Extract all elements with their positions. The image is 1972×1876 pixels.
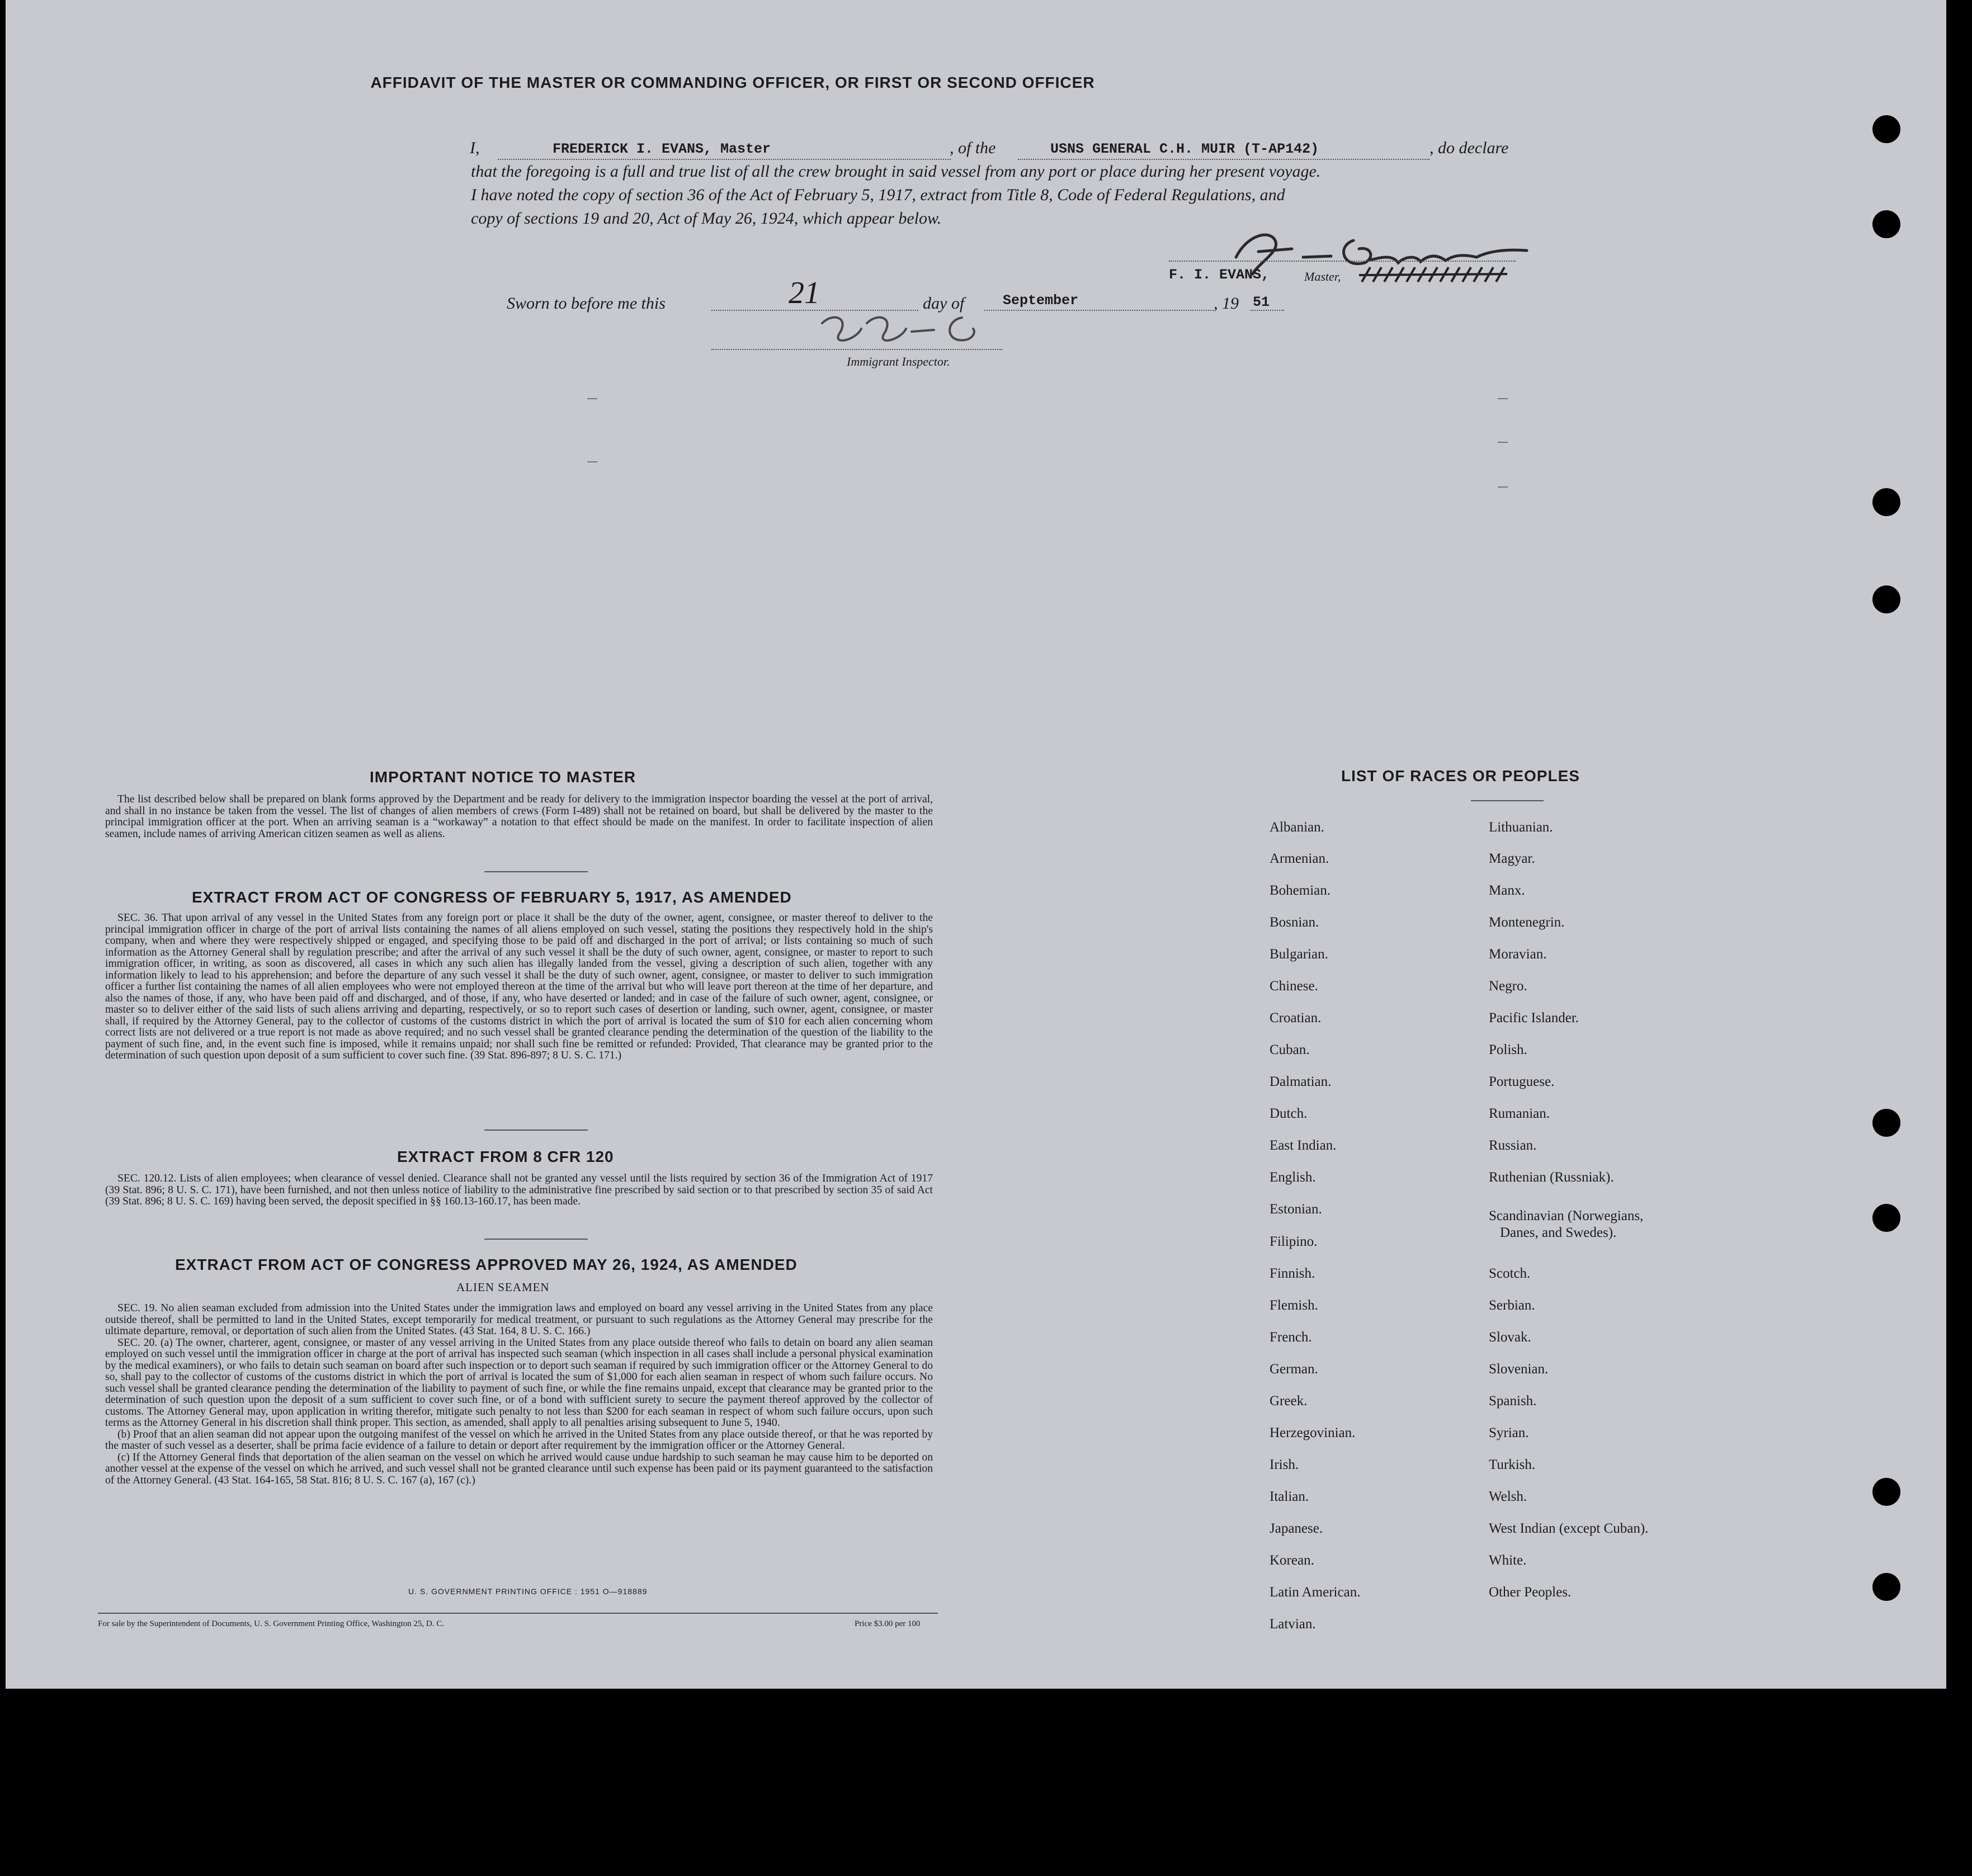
race-item: Scotch. bbox=[1489, 1266, 1531, 1281]
race-item: Latin American. bbox=[1270, 1585, 1361, 1600]
race-item: Slovak. bbox=[1489, 1330, 1531, 1345]
races-title-rule bbox=[1471, 800, 1544, 801]
notice-title: IMPORTANT NOTICE TO MASTER bbox=[370, 768, 636, 786]
extract-cfr-body bbox=[105, 1173, 933, 1208]
races-title: LIST OF RACES OR PEOPLES bbox=[1341, 767, 1580, 785]
race-item: Dutch. bbox=[1270, 1106, 1308, 1121]
extract-1924-title: EXTRACT FROM ACT OF CONGRESS APPROVED MAY 26, 1924, AS AMENDED bbox=[175, 1256, 798, 1273]
sworn-day-value: 21 bbox=[789, 276, 820, 310]
signer-typed: F. I. EVANS, bbox=[1169, 267, 1270, 283]
affidavit-line-2: that the foregoing is a full and true list of all the crew brought in said vessel from any port or place during her present voyage. bbox=[471, 162, 1321, 181]
race-item: Latvian. bbox=[1270, 1617, 1316, 1632]
race-item: Greek. bbox=[1270, 1393, 1308, 1409]
race-item: English. bbox=[1270, 1170, 1316, 1185]
race-item: Portuguese. bbox=[1489, 1074, 1555, 1089]
day-of-label: day of bbox=[923, 294, 965, 313]
race-item: Turkish. bbox=[1489, 1457, 1536, 1472]
affidavit-line-4: copy of sections 19 and 20, Act of May 26, 1924, which appear below. bbox=[471, 209, 942, 228]
race-item: Montenegrin. bbox=[1489, 915, 1565, 930]
show-through-mark bbox=[587, 461, 597, 462]
punch-hole bbox=[1872, 1573, 1900, 1601]
extract-1924-body bbox=[105, 1303, 933, 1486]
race-item: Croatian. bbox=[1270, 1010, 1322, 1026]
race-item: German. bbox=[1270, 1362, 1318, 1377]
race-item: Welsh. bbox=[1489, 1489, 1527, 1504]
extract-1924-subtitle: ALIEN SEAMEN bbox=[456, 1280, 550, 1294]
race-item: Scandinavian (Norwegians, bbox=[1489, 1208, 1644, 1223]
section-divider bbox=[484, 1130, 588, 1131]
signature-line bbox=[1169, 244, 1516, 262]
show-through-mark bbox=[1498, 486, 1508, 488]
punch-hole bbox=[1872, 210, 1900, 238]
sworn-label: Sworn to before me this bbox=[507, 294, 666, 313]
race-item: Herzegovinian. bbox=[1270, 1425, 1356, 1440]
race-item: Estonian. bbox=[1270, 1202, 1322, 1217]
race-item: East Indian. bbox=[1270, 1138, 1337, 1153]
race-item: Ruthenian (Russniak). bbox=[1489, 1170, 1614, 1185]
document-page bbox=[6, 0, 1946, 1689]
year-suffix: 51 bbox=[1253, 294, 1270, 310]
race-item: Cuban. bbox=[1270, 1042, 1310, 1057]
race-item: Other Peoples. bbox=[1489, 1585, 1572, 1600]
extract-1917-title: EXTRACT FROM ACT OF CONGRESS OF FEBRUARY 5, 1917, AS AMENDED bbox=[192, 889, 792, 906]
race-item: Italian. bbox=[1270, 1489, 1309, 1504]
gpo-imprint: U. S. GOVERNMENT PRINTING OFFICE : 1951 O—918889 bbox=[408, 1587, 648, 1596]
section-divider bbox=[484, 871, 588, 872]
race-item: Bosnian. bbox=[1270, 915, 1319, 930]
punch-hole bbox=[1872, 115, 1900, 143]
inspector-line bbox=[711, 332, 1002, 350]
do-declare-label: , do declare bbox=[1430, 139, 1509, 157]
line1-prefix: I, bbox=[470, 139, 480, 157]
signer-role: Master, bbox=[1304, 270, 1341, 283]
race-item: Polish. bbox=[1489, 1042, 1527, 1057]
affidavit-title: AFFIDAVIT OF THE MASTER OR COMMANDING OFFICER, OR FIRST OR SECOND OFFICER bbox=[370, 74, 1095, 91]
race-item: Syrian. bbox=[1489, 1425, 1529, 1440]
race-item: Lithuanian. bbox=[1489, 820, 1553, 835]
of-the-label: , of the bbox=[950, 139, 996, 157]
race-item: White. bbox=[1489, 1553, 1527, 1568]
race-item: Bohemian. bbox=[1270, 883, 1331, 898]
race-item: Magyar. bbox=[1489, 851, 1535, 866]
year-field bbox=[1251, 291, 1284, 311]
extract-1917-body bbox=[105, 913, 933, 1062]
notice-paragraph: The list described below shall be prepared on blank forms approved by the Department and be ready for delivery to the immigration inspector boarding the vessel at the port of arrival, and shall in no instance be taken from the vessel. The list of changes of alien members of crews (Form I-489) shall not be retained on board, but shall be delivered by the master to the principal immigration officer at the port. When an arriving seaman is a “workaway” a notation to that effect should be made on the manifest. In order to facilitate inspection of alien seamen, include names of arriving American citizen seamen as well as aliens. bbox=[105, 793, 933, 840]
price-notice: Price $3.00 per 100 bbox=[855, 1619, 921, 1628]
notice-body bbox=[105, 794, 933, 840]
extract-1917-paragraph: SEC. 36. That upon arrival of any vessel in the United States from any foreign port or place it shall be the duty of the owner, agent, consignee, or master thereof to deliver to the principal immigration officer in charge of the port of arrival lists containing the names of all aliens employed on such vessel, stating the positions they respectively hold in the ship's company, when and where they were respectively shipped or engaged, and specifying those to be paid off and discharged in the port of arrival; or lists containing so much of such information as the Attorney General shall by regulation prescribe; and after the arrival of any such vessel it shall be the duty of such owner, agent, consignee, or master to report to such immigration officer, in writing, as soon as discovered, all cases in which any such alien has illegally landed from the vessel, giving a description of such alien, together with any information likely to lead to his apprehension; and before the departure of any such vessel it shall be the duty of such owner, agent, consignee, or master to deliver to such immigration officer a further list containing the names of all alien employees who were not employed thereon at the time of the arrival but who will leave port thereon at the time of her departure, and also the names of those, if any, who have been paid off and discharged, and of those, if any, who have deserted or landed; and in case of the failure of such owner, agent, consignee, or master so to deliver either of the said lists of such aliens arriving and departing, respectively, or so to report such cases of desertion or landing, such owner, agent, consignee, or master shall, if required by the Attorney General, pay to the collector of customs of the customs district in which the port of arrival is located the sum of $10 for each alien concerning whom correct lists are not delivered or a true report is not made as above required; and no such vessel shall be granted clearance pending the determination of the question of the liability to the payment of such fine, and, in the event such fine is imposed, while it remains unpaid; nor shall such fine be remitted or refunded: Provided, That clearance may be granted prior to the determination of such question upon deposit of a sum sufficient to cover such fine. (39 Stat. 896-897; 8 U. S. C. 171.) bbox=[105, 912, 933, 1061]
punch-hole bbox=[1872, 1204, 1900, 1232]
year-prefix: , 19 bbox=[1214, 294, 1239, 313]
race-item: Spanish. bbox=[1489, 1393, 1537, 1409]
race-item: Chinese. bbox=[1270, 979, 1318, 994]
sworn-month-value: September bbox=[1003, 292, 1079, 309]
affidavit-line-3: I have noted the copy of section 36 of the Act of February 5, 1917, extract from Title 8, Code of Federal Regulations, and bbox=[471, 186, 1285, 204]
sec-20c-paragraph: (c) If the Attorney General finds that deportation of the alien seaman on the vessel on which he arrived would cause undue hardship to such seaman he may cause him to be deported on another vessel at the expense of the vessel on which he arrived, and such vessel shall not be granted clearance until such expense has been paid or its payment guaranteed to the satisfaction of the Attorney General. (43 Stat. 164-165, 58 Stat. 816; 8 U. S. C. 167 (a), 167 (c).) bbox=[105, 1451, 933, 1486]
race-item: French. bbox=[1270, 1330, 1312, 1345]
sec-19-paragraph: SEC. 19. No alien seaman excluded from admission into the United States under the immigration laws and employed on board any vessel arriving in the United States from any place outside thereof, shall be permitted to land in the United States, except temporarily for medical treatment, or pursuant to such regulations as the Attorney General may prescribe for the ultimate departure, removal, or deportation of such alien from the United States. (43 Stat. 164, 8 U. S. C. 166.) bbox=[105, 1302, 933, 1337]
show-through-mark bbox=[1498, 398, 1508, 399]
vessel-value: USNS GENERAL C.H. MUIR (T-AP142) bbox=[1050, 141, 1319, 157]
race-item: Negro. bbox=[1489, 979, 1527, 994]
sec-20a-paragraph: SEC. 20. (a) The owner, charterer, agent, consignee, or master of any vessel arriving in the United States from any place outside thereof who fails to detain on board any alien seaman employed on such vessel until the immigration officer in charge at the port of arrival has inspected such seaman (which inspection in all cases shall include a personal physical examination by the medical examiners), or who fails to detain such seaman on board after such inspection or to deport such seaman if required by such immigration officer or the Attorney General to do so, shall pay to the collector of customs of the customs district in which the port of arrival is located the sum of $1,000 for each alien seaman in respect of whom such failure occurs. No such vessel shall be granted clearance pending the determination of the liability to payment of such fine, or while the fine remains unpaid, except that clearance may be granted prior to the determination of such question upon the deposit of a sum sufficient to cover such fine, or of a bond with sufficient surety to secure the payment thereof approved by the collector of customs. The Attorney General may, upon application in writing therefor, mitigate such penalty to not less than $200 for each seaman in respect of whom such failure occurs, upon such terms as the Attorney General in his discretion shall think proper. This section, as amended, shall apply to all penalties arising subsequent to June 5, 1940. bbox=[105, 1336, 933, 1429]
show-through-mark bbox=[587, 398, 597, 399]
race-item: Manx. bbox=[1489, 883, 1525, 898]
inspector-label: Immigrant Inspector. bbox=[847, 355, 950, 368]
race-item: Serbian. bbox=[1489, 1298, 1535, 1313]
extract-cfr-title: EXTRACT FROM 8 CFR 120 bbox=[397, 1148, 614, 1165]
footer-rule bbox=[98, 1613, 938, 1614]
extract-cfr-paragraph: SEC. 120.12. Lists of alien employees; when clearance of vessel denied. Clearance shall not be granted any vessel until the lists required by section 36 of the Immigration Act of 1917 (39 Stat. 896; 8 U. S. C. 171), have been furnished, and not then unless notice of liability to the administrative fine prescribed by said section or to that prescribed by section 35 of said Act (39 Stat. 896; 8 U. S. C. 169) having been served, the deposit specified in §§ 160.13-160.17, has been made. bbox=[105, 1173, 933, 1207]
race-item: Korean. bbox=[1270, 1553, 1314, 1568]
show-through-mark bbox=[1498, 442, 1508, 443]
race-item: Bulgarian. bbox=[1270, 947, 1328, 962]
race-item: Flemish. bbox=[1270, 1298, 1318, 1313]
race-item: Japanese. bbox=[1270, 1521, 1323, 1536]
race-item: Armenian. bbox=[1270, 851, 1329, 866]
punch-hole bbox=[1872, 1109, 1900, 1137]
race-item: Albanian. bbox=[1270, 820, 1324, 835]
section-divider bbox=[484, 1239, 588, 1240]
sec-20b-paragraph: (b) Proof that an alien seaman did not appear upon the outgoing manifest of the vessel on which he arrived in the United States from any place outside thereof, or that he was reported by the master of such vessel as a deserter, shall be prima facie evidence of a failure to detain or deport after requirement by the immigration officer or the Attorney General. bbox=[105, 1428, 933, 1452]
race-item: West Indian (except Cuban). bbox=[1489, 1521, 1649, 1536]
race-item: Slovenian. bbox=[1489, 1362, 1549, 1377]
race-item: Finnish. bbox=[1270, 1266, 1315, 1281]
struck-out-title bbox=[1359, 264, 1510, 286]
race-item: Danes, and Swedes). bbox=[1500, 1225, 1617, 1240]
master-name-value: FREDERICK I. EVANS, Master bbox=[553, 141, 771, 157]
race-item: Pacific Islander. bbox=[1489, 1010, 1579, 1026]
race-item: Moravian. bbox=[1489, 947, 1547, 962]
race-item: Filipino. bbox=[1270, 1234, 1318, 1249]
sale-notice: For sale by the Superintendent of Documents, U. S. Government Printing Office, Washington 25, D. C. bbox=[98, 1619, 444, 1628]
race-item: Russian. bbox=[1489, 1138, 1537, 1153]
punch-hole bbox=[1872, 585, 1900, 613]
race-item: Irish. bbox=[1270, 1457, 1299, 1472]
race-item: Rumanian. bbox=[1489, 1106, 1550, 1121]
punch-hole bbox=[1872, 488, 1900, 516]
punch-hole bbox=[1872, 1478, 1900, 1506]
race-item: Dalmatian. bbox=[1270, 1074, 1332, 1089]
